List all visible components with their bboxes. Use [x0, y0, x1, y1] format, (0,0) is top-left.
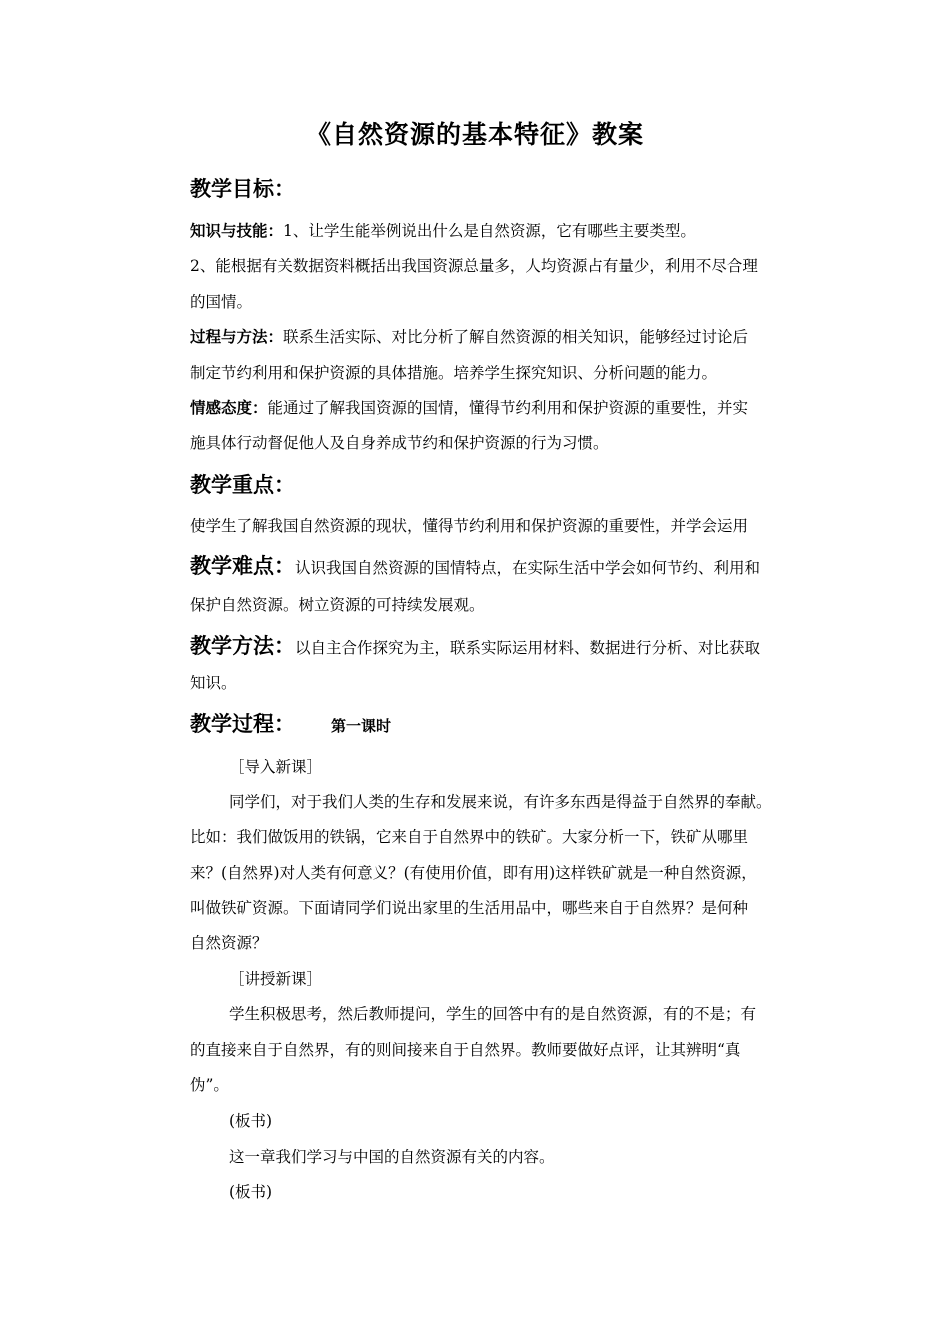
process-method-text-1: 联系生活实际、对比分析了解自然资源的相关知识，能够经过讨论后 — [283, 328, 749, 346]
method-heading: 教学方法： — [190, 634, 295, 658]
intro-line-4: 叫做铁矿资源。下面请同学们说出家里的生活用品中，哪些来自于自然界？是何种 — [190, 899, 749, 917]
intro-line-5: 自然资源？ — [190, 934, 268, 952]
goals-heading: 教学目标： — [190, 177, 295, 201]
emotion-text-1: 能通过了解我国资源的国情，懂得节约利用和保护资源的重要性，并实 — [267, 399, 749, 417]
knowledge-label: 知识与技能： — [190, 222, 284, 240]
intro-line-2: 比如：我们做饭用的铁锅，它来自于自然界中的铁矿。大家分析一下，铁矿从哪里 — [190, 828, 749, 846]
process-heading-line — [190, 709, 391, 741]
process-method-line-1 — [190, 326, 748, 348]
process-method-line-2: 制定节约利用和保护资源的具体措施。培养学生探究知识、分析问题的能力。 — [190, 364, 718, 382]
focus-heading: 教学重点： — [190, 473, 295, 497]
intro-tag: ［导入新课］ — [229, 758, 323, 776]
process-method-label: 过程与方法： — [190, 328, 284, 346]
process-heading: 教学过程： — [190, 712, 295, 736]
emotion-line-1 — [190, 397, 748, 419]
document-title: 《自然资源的基本特征》教案 — [305, 120, 644, 149]
method-heading-line — [190, 631, 760, 663]
emotion-line-2: 施具体行动督促他人及自身养成节约和保护资源的行为习惯。 — [190, 434, 609, 452]
teach-line-1: 学生积极思考，然后教师提问，学生的回答中有的是自然资源，有的不是；有 — [229, 1005, 757, 1023]
knowledge-line-2: 2、能根据有关数据资料概括出我国资源总量多，人均资源占有量少，利用不尽合理 — [190, 257, 758, 275]
intro-line-1: 同学们，对于我们人类的生存和发展来说，有许多东西是得益于自然界的奉献。 — [229, 793, 772, 811]
teach-line-3: 伪”。 — [190, 1076, 229, 1094]
knowledge-line-3: 的国情。 — [190, 293, 253, 311]
chapter-line: 这一章我们学习与中国的自然资源有关的内容。 — [229, 1148, 555, 1166]
board-note-1: (板书) — [229, 1112, 273, 1130]
difficulty-line-2: 保护自然资源。树立资源的可持续发展观。 — [190, 596, 485, 614]
teach-line-2: 的直接来自于自然界，有的则间接来自于自然界。教师要做好点评，让其辨明“真 — [190, 1041, 741, 1059]
teach-tag: ［讲授新课］ — [229, 970, 323, 988]
board-note-2: (板书) — [229, 1183, 273, 1201]
method-line-2: 知识。 — [190, 674, 237, 692]
focus-line-1: 使学生了解我国自然资源的现状，懂得节约利用和保护资源的重要性，并学会运用 — [190, 517, 749, 535]
difficulty-heading: 教学难点： — [190, 554, 295, 578]
difficulty-heading-line — [190, 551, 760, 583]
method-text-1: 以自主合作探究为主，联系实际运用材料、数据进行分析、对比获取 — [295, 639, 761, 657]
lesson-label: 第一课时 — [331, 717, 392, 735]
knowledge-line-1 — [190, 220, 696, 242]
emotion-label: 情感态度： — [190, 399, 268, 417]
difficulty-text-1: 认识我国自然资源的国情特点，在实际生活中学会如何节约、利用和 — [295, 559, 761, 577]
intro-line-3: 来？(自然界)对人类有何意义？(有使用价值，即有用)这样铁矿就是一种自然资源， — [190, 864, 757, 882]
knowledge-text-1: 1、让学生能举例说出什么是自然资源，它有哪些主要类型。 — [283, 222, 696, 240]
